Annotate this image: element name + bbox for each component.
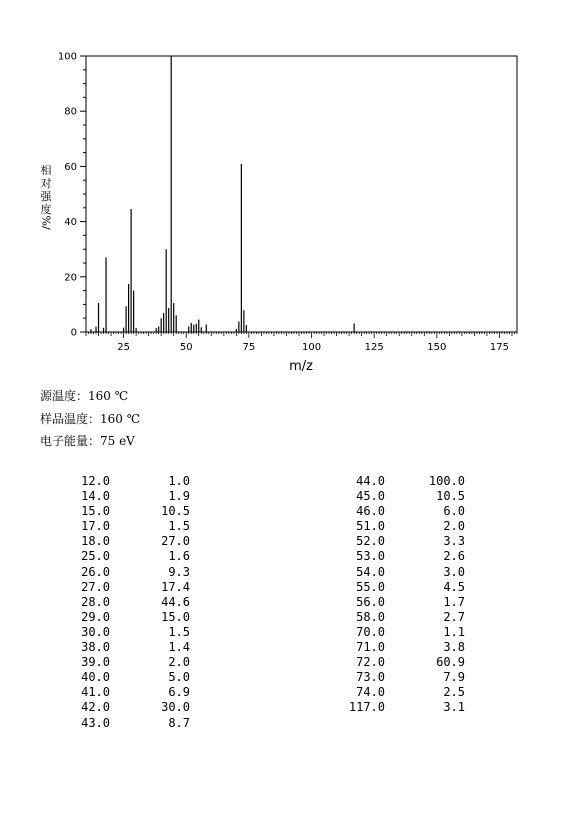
mass-spectrum-chart	[0, 0, 570, 375]
y-axis-label	[39, 164, 53, 229]
peak-mz: 30.0	[81, 624, 110, 639]
x-tick-label: 75	[242, 342, 256, 353]
peak-mz: 40.0	[81, 670, 110, 685]
y-tick-label: 100	[57, 51, 77, 63]
peak-abundance: 27.0	[161, 534, 190, 549]
electron-energy: 电子能量：75 eV	[40, 434, 135, 448]
peak-mz: 28.0	[81, 594, 110, 609]
peak-abundance: 44.6	[161, 594, 190, 609]
peak-mz: 58.0	[356, 609, 385, 624]
peak-abundance: 17.4	[161, 579, 190, 594]
peak-mz: 12.0	[81, 474, 110, 488]
peak-abundance: 1.7	[443, 594, 465, 609]
peak-mz: 18.0	[81, 534, 110, 549]
peak-bars	[91, 56, 354, 332]
sample-temperature: 样品温度：160 ℃	[40, 411, 141, 426]
peak-mz: 117.0	[348, 700, 385, 715]
peak-mz: 45.0	[356, 489, 385, 504]
peak-mz: 73.0	[356, 670, 385, 685]
y-tick-label: 80	[64, 106, 77, 118]
peak-mz: 52.0	[356, 534, 385, 549]
peak-abundance: 5.0	[168, 670, 190, 685]
y-tick-label: 20	[64, 272, 77, 284]
peak-abundance: 2.7	[443, 609, 465, 624]
peak-mz: 46.0	[356, 504, 385, 519]
peak-abundance: 15.0	[161, 609, 190, 624]
peak-abundance: 1.9	[168, 489, 190, 504]
x-axis-label: m/z	[289, 359, 313, 374]
peak-abundance: 2.0	[443, 519, 465, 534]
peak-abundance: 2.5	[443, 685, 465, 700]
y-axis-unit: %/	[39, 215, 53, 230]
peak-abundance: 4.5	[443, 579, 465, 594]
peak-abundance: 3.1	[443, 700, 465, 715]
peak-abundance: 60.9	[436, 655, 465, 670]
peak-abundance: 1.5	[168, 519, 190, 534]
peak-mz: 27.0	[81, 579, 110, 594]
peak-abundance: 6.0	[443, 504, 465, 519]
peak-mz: 71.0	[356, 640, 385, 655]
source-temperature: 源温度：160 ℃	[40, 389, 129, 403]
peak-mz: 56.0	[356, 594, 385, 609]
peak-abundance: 8.7	[168, 715, 190, 730]
x-tick-label: 175	[489, 342, 510, 353]
peak-abundance: 9.3	[168, 564, 190, 579]
peak-abundance: 30.0	[161, 700, 190, 715]
peak-mz: 39.0	[81, 655, 110, 670]
peak-mz: 29.0	[81, 609, 110, 624]
peak-mz: 54.0	[356, 564, 385, 579]
peak-abundance: 10.5	[436, 489, 465, 504]
y-axis-label-char: 相	[40, 164, 52, 177]
peak-abundance: 1.5	[168, 624, 190, 639]
y-axis	[58, 52, 86, 339]
peak-mz: 44.0	[356, 474, 385, 488]
y-axis-label-char: 对	[40, 177, 52, 190]
peak-abundance: 7.9	[443, 670, 465, 685]
peak-mz: 51.0	[356, 519, 385, 534]
peak-mz: 17.0	[81, 519, 110, 534]
peak-abundance: 1.0	[168, 474, 190, 488]
peak-mz: 15.0	[81, 504, 110, 519]
peak-mz: 25.0	[81, 549, 110, 564]
peak-abundance: 3.8	[443, 640, 465, 655]
x-tick-label: 150	[427, 342, 447, 353]
peak-abundance: 1.1	[443, 624, 465, 639]
x-tick-label: 100	[301, 342, 322, 353]
peak-abundance: 1.6	[168, 549, 190, 564]
x-tick-label: 25	[117, 342, 130, 353]
peak-mz: 26.0	[81, 564, 110, 579]
plot-frame	[86, 56, 517, 332]
peak-abundance: 3.0	[443, 564, 465, 579]
peak-abundance: 2.0	[168, 655, 190, 670]
y-axis-label-char: 度	[40, 203, 52, 216]
y-tick-label: 0	[70, 327, 77, 339]
peak-mz: 55.0	[356, 579, 385, 594]
x-tick-label: 50	[179, 342, 193, 353]
peak-mz: 42.0	[81, 700, 110, 715]
x-axis	[86, 332, 517, 353]
peak-abundance: 6.9	[168, 685, 190, 700]
peak-abundance: 3.3	[443, 534, 465, 549]
peak-abundance: 2.6	[443, 549, 465, 564]
measurement-conditions	[40, 385, 140, 453]
peak-mz: 41.0	[81, 685, 110, 700]
peak-mz: 43.0	[81, 715, 110, 730]
peak-abundance: 1.4	[168, 640, 190, 655]
peak-abundance: 10.5	[161, 504, 190, 519]
peak-mz: 53.0	[356, 549, 385, 564]
x-tick-label: 125	[364, 342, 384, 353]
peak-mz: 72.0	[356, 655, 385, 670]
peak-mz: 70.0	[356, 624, 385, 639]
y-tick-label: 40	[64, 217, 77, 229]
peak-mz: 38.0	[81, 640, 110, 655]
y-tick-label: 60	[64, 161, 77, 173]
peak-abundance: 100.0	[428, 474, 465, 488]
peak-mz: 14.0	[81, 489, 110, 504]
peak-mz: 74.0	[356, 685, 385, 700]
y-axis-label-char: 强	[40, 190, 52, 203]
